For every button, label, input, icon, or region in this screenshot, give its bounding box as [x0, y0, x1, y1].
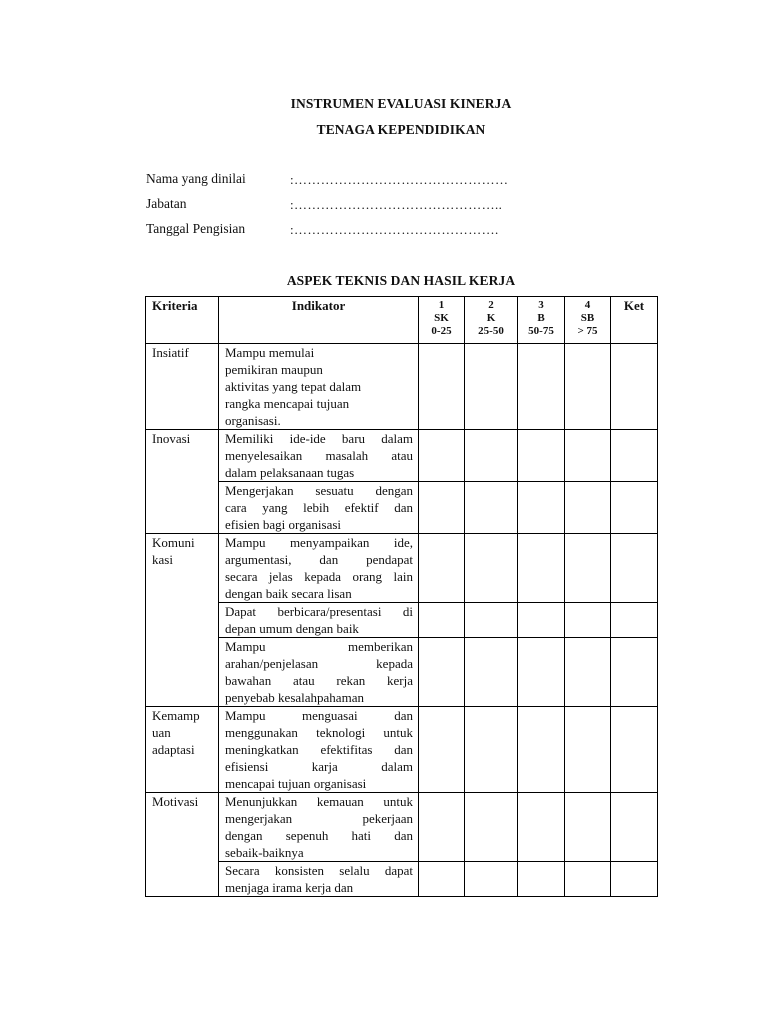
- ket-cell[interactable]: [611, 482, 658, 534]
- score-cell-4[interactable]: [565, 638, 611, 707]
- kriteria-cell: [146, 707, 219, 793]
- indikator-line: meningkatkan efektifitas dan: [225, 742, 413, 757]
- score-cell-4[interactable]: [565, 534, 611, 603]
- header-score-1: 1 SK 0-25: [419, 297, 465, 344]
- score-cell-1[interactable]: [419, 707, 465, 793]
- ket-cell[interactable]: [611, 707, 658, 793]
- info-field-nama[interactable]: :…………………………………………: [290, 172, 509, 187]
- header-ket: Ket: [611, 297, 658, 344]
- indikator-line: organisasi.: [225, 413, 281, 428]
- score-cell-4[interactable]: [565, 430, 611, 482]
- table-row: [146, 534, 658, 603]
- ket-cell[interactable]: [611, 534, 658, 603]
- indikator-line: Mampu memulai: [225, 345, 315, 360]
- ket-cell[interactable]: [611, 344, 658, 430]
- indikator-line: efisiensi karja dalam: [225, 759, 413, 774]
- section-title: ASPEK TEKNIS DAN HASIL KERJA: [286, 273, 516, 288]
- table-row: [146, 707, 658, 793]
- info-field-tanggal[interactable]: :……………………………………….: [290, 222, 499, 237]
- indikator-line: pemikiran maupun: [225, 362, 323, 377]
- score-cell-4[interactable]: [565, 344, 611, 430]
- ket-cell[interactable]: [611, 793, 658, 862]
- score-cell-2[interactable]: [465, 534, 518, 603]
- indikator-line: aktivitas yang tepat dalam: [225, 379, 362, 394]
- score-cell-1[interactable]: [419, 430, 465, 482]
- kriteria-cell: [146, 793, 219, 897]
- indikator-line: argumentasi, dan pendapat: [225, 552, 413, 567]
- score-cell-4[interactable]: [565, 862, 611, 897]
- ket-cell[interactable]: [611, 430, 658, 482]
- header-score-3: 3 B 50-75: [518, 297, 565, 344]
- info-label-tanggal: Tanggal Pengisian: [146, 221, 246, 236]
- document-title: INSTRUMEN EVALUASI KINERJA: [290, 96, 512, 111]
- indikator-line: dengan sepenuh hati dan: [225, 828, 413, 843]
- indikator-line: menggunakan teknologi untuk: [225, 725, 413, 740]
- score-cell-2[interactable]: [465, 638, 518, 707]
- kriteria-cell: [146, 344, 219, 430]
- score-cell-3[interactable]: [518, 603, 565, 638]
- table-row: [146, 793, 658, 862]
- indikator-line: cara yang lebih efektif dan: [225, 500, 413, 515]
- indikator-cell: [219, 482, 419, 534]
- score-cell-4[interactable]: [565, 793, 611, 862]
- indikator-line: Mampu memberikan: [225, 639, 413, 654]
- indikator-cell: [219, 793, 419, 862]
- score-cell-1[interactable]: [419, 793, 465, 862]
- info-label-nama: Nama yang dinilai: [146, 171, 246, 186]
- score-cell-2[interactable]: [465, 603, 518, 638]
- score-cell-1[interactable]: [419, 603, 465, 638]
- evaluation-table: [145, 296, 658, 897]
- indikator-cell: [219, 862, 419, 897]
- indikator-line: dengan baik secara lisan: [225, 586, 352, 601]
- score-cell-3[interactable]: [518, 862, 565, 897]
- kriteria-text: adaptasi: [152, 742, 195, 757]
- ket-cell[interactable]: [611, 603, 658, 638]
- score-cell-3[interactable]: [518, 793, 565, 862]
- score-cell-1[interactable]: [419, 344, 465, 430]
- table-row: [146, 638, 658, 707]
- table-row: [146, 862, 658, 897]
- table-header-row: [146, 297, 658, 344]
- indikator-line: rangka mencapai tujuan: [225, 396, 350, 411]
- score-cell-2[interactable]: [465, 862, 518, 897]
- score-cell-4[interactable]: [565, 707, 611, 793]
- ket-cell[interactable]: [611, 638, 658, 707]
- header-score-4: 4 SB > 75: [565, 297, 611, 344]
- score-cell-3[interactable]: [518, 482, 565, 534]
- indikator-cell: [219, 344, 419, 430]
- indikator-line: dalam pelaksanaan tugas: [225, 465, 355, 480]
- indikator-line: Mampu menguasai dan: [225, 708, 413, 723]
- kriteria-text: Motivasi: [152, 794, 199, 809]
- indikator-line: Menunjukkan kemauan untuk: [225, 794, 413, 809]
- indikator-line: efisien bagi organisasi: [225, 517, 342, 532]
- kriteria-cell: [146, 430, 219, 534]
- indikator-line: depan umum dengan baik: [225, 621, 359, 636]
- info-field-jabatan[interactable]: :………………………………………..: [290, 197, 503, 212]
- table-row: [146, 482, 658, 534]
- header-kriteria: Kriteria: [146, 297, 219, 344]
- indikator-line: Mengerjakan sesuatu dengan: [225, 483, 413, 498]
- kriteria-text: Inovasi: [152, 431, 191, 446]
- score-cell-1[interactable]: [419, 638, 465, 707]
- indikator-line: arahan/penjelasan kepada: [225, 656, 413, 671]
- score-cell-3[interactable]: [518, 430, 565, 482]
- kriteria-text: uan: [152, 725, 171, 740]
- score-cell-2[interactable]: [465, 482, 518, 534]
- score-cell-1[interactable]: [419, 482, 465, 534]
- indikator-line: mengerjakan pekerjaan: [225, 811, 413, 826]
- indikator-line: Memiliki ide-ide baru dalam: [225, 431, 413, 446]
- indikator-cell: [219, 638, 419, 707]
- indikator-line: secara jelas kepada orang lain: [225, 569, 413, 584]
- indikator-cell: [219, 603, 419, 638]
- document-subtitle: TENAGA KEPENDIDIKAN: [316, 122, 486, 137]
- table-row: [146, 603, 658, 638]
- indikator-cell: [219, 707, 419, 793]
- score-cell-3[interactable]: [518, 534, 565, 603]
- kriteria-cell: [146, 534, 219, 707]
- score-cell-3[interactable]: [518, 638, 565, 707]
- score-cell-2[interactable]: [465, 430, 518, 482]
- score-cell-2[interactable]: [465, 344, 518, 430]
- score-cell-1[interactable]: [419, 534, 465, 603]
- info-label-jabatan: Jabatan: [146, 196, 187, 211]
- indikator-line: Dapat berbicara/presentasi di: [225, 604, 413, 619]
- indikator-cell: [219, 430, 419, 482]
- table-row: [146, 344, 658, 430]
- indikator-line: menjaga irama kerja dan: [225, 880, 354, 895]
- score-cell-2[interactable]: [465, 793, 518, 862]
- header-score-2: 2 K 25-50: [465, 297, 518, 344]
- indikator-line: mencapai tujuan organisasi: [225, 776, 367, 791]
- kriteria-text: kasi: [152, 552, 173, 567]
- score-cell-1[interactable]: [419, 862, 465, 897]
- table-row: [146, 430, 658, 482]
- ket-cell[interactable]: [611, 862, 658, 897]
- indikator-line: Mampu menyampaikan ide,: [225, 535, 413, 550]
- kriteria-text: Komuni: [152, 535, 195, 550]
- score-cell-2[interactable]: [465, 707, 518, 793]
- kriteria-text: Insiatif: [152, 345, 189, 360]
- indikator-line: Secara konsisten selalu dapat: [225, 863, 413, 878]
- kriteria-text: Kemamp: [152, 708, 200, 723]
- indikator-cell: [219, 534, 419, 603]
- indikator-line: sebaik-baiknya: [225, 845, 304, 860]
- indikator-line: menyelesaikan masalah atau: [225, 448, 413, 463]
- score-cell-4[interactable]: [565, 603, 611, 638]
- score-cell-3[interactable]: [518, 707, 565, 793]
- header-indikator: Indikator: [219, 297, 419, 344]
- score-cell-3[interactable]: [518, 344, 565, 430]
- indikator-line: penyebab kesalahpahaman: [225, 690, 364, 705]
- indikator-line: bawahan atau rekan kerja: [225, 673, 413, 688]
- score-cell-4[interactable]: [565, 482, 611, 534]
